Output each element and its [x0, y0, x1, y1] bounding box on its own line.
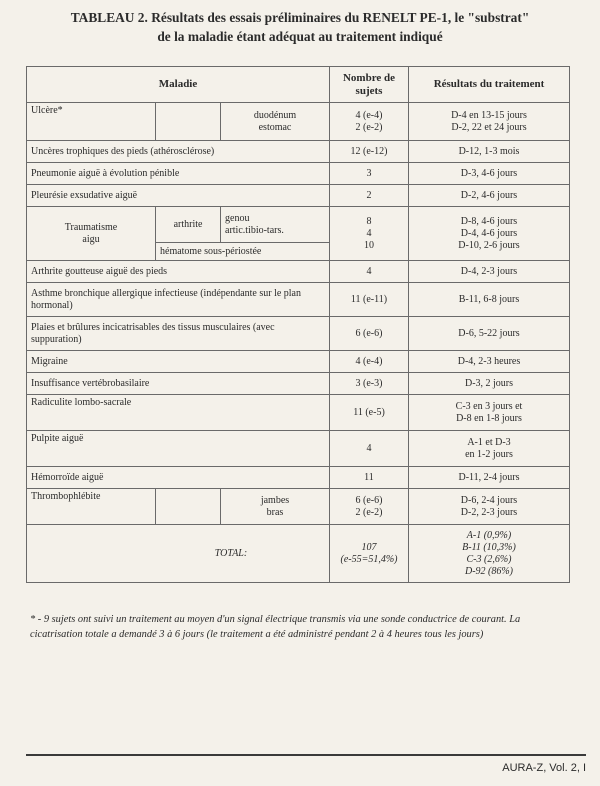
- result-value: D-2, 22 et 24 jours: [451, 121, 527, 133]
- row-count: 11 (e-5): [330, 395, 409, 431]
- row-label: Ulcère*: [27, 103, 156, 141]
- row-result: D-4, 2-3 heures: [409, 351, 570, 373]
- row-count: 6 (e-6): [330, 317, 409, 351]
- table-row: [27, 317, 570, 351]
- row-label: Plaies et brûlures incicatrisables des tissus musculaires (avec suppuration): [27, 317, 330, 351]
- total-row: [27, 525, 570, 583]
- footer-rule: [26, 754, 586, 756]
- count-value: 2 (e-2): [355, 121, 383, 133]
- empty-cell: [156, 489, 221, 525]
- row-label: Arthrite goutteuse aiguë des pieds: [27, 261, 330, 283]
- row-count: 11 (e-11): [330, 283, 409, 317]
- row-result: D-3, 4-6 jours: [409, 163, 570, 185]
- count-value: 8: [366, 215, 372, 227]
- table-row: [27, 373, 570, 395]
- row-sublabels: [221, 489, 330, 525]
- row-sublabels: [221, 103, 330, 141]
- row-result: [409, 395, 570, 431]
- row-label: Pulpite aiguë: [27, 431, 330, 467]
- row-label: [27, 207, 156, 261]
- result-value: A-1 (0,9%): [466, 529, 512, 541]
- result-value: D-2, 2-3 jours: [460, 506, 518, 518]
- sublabel-hematome: hématome sous-périostée: [156, 243, 330, 261]
- header-row: [27, 67, 570, 103]
- sublabel: jambes: [260, 494, 290, 506]
- table-row: [27, 141, 570, 163]
- sublabel: artic.tibio-tars.: [225, 224, 284, 236]
- table-row: [27, 351, 570, 373]
- row-label: Insuffisance vertébrobasilaire: [27, 373, 330, 395]
- sublabel-arthrite: arthrite: [156, 207, 221, 243]
- result-value: D-10, 2-6 jours: [458, 239, 520, 251]
- header-nombre: Nombre de sujets: [330, 67, 409, 103]
- title-line-2: de la maladie étant adéquat au traitement indiqué: [157, 29, 443, 44]
- row-count: 4: [330, 261, 409, 283]
- row-result: D-6, 5-22 jours: [409, 317, 570, 351]
- count-value: 4: [366, 227, 372, 239]
- header-maladie: Maladie: [27, 67, 330, 103]
- table-row: [27, 489, 570, 525]
- total-count: [330, 525, 409, 583]
- row-result: D-3, 2 jours: [409, 373, 570, 395]
- row-count: 11: [330, 467, 409, 489]
- row-label: Pleurésie exsudative aiguë: [27, 185, 330, 207]
- row-result: [409, 207, 570, 261]
- sublabel: bras: [266, 506, 284, 518]
- header-resultats: Résultats du traitement: [409, 67, 570, 103]
- count-value: 107: [361, 541, 377, 553]
- table-row: [27, 163, 570, 185]
- table-row: [27, 467, 570, 489]
- row-label: Radiculite lombo-sacrale: [27, 395, 330, 431]
- table-title: [0, 8, 600, 46]
- row-count: [330, 207, 409, 261]
- result-value: D-4 en 13-15 jours: [451, 109, 527, 121]
- count-value: 4 (e-4): [355, 109, 383, 121]
- empty-cell: [156, 103, 221, 141]
- result-value: D-4, 4-6 jours: [460, 227, 518, 239]
- count-value: 10: [364, 239, 374, 251]
- title-line-1: TABLEAU 2. Résultats des essais préliminaires du RENELT PE-1, le "substrat": [70, 10, 530, 25]
- count-value: 2 (e-2): [355, 506, 383, 518]
- result-value: B-11 (10,3%): [462, 541, 516, 553]
- table-row: [27, 261, 570, 283]
- sublabel: genou: [225, 212, 250, 224]
- result-value: A-1 et D-3: [467, 436, 511, 448]
- row-label: Migraine: [27, 351, 330, 373]
- table-row: [27, 185, 570, 207]
- sublabel: estomac: [258, 121, 292, 133]
- row-label: Hémorroïde aiguë: [27, 467, 330, 489]
- sublabel: duodénum: [253, 109, 297, 121]
- row-count: 4 (e-4): [330, 351, 409, 373]
- row-label: Asthme bronchique allergique infectieuse (indépendante sur le plan hormonal): [27, 283, 330, 317]
- table-row: [27, 431, 570, 467]
- table-row: [27, 207, 570, 243]
- row-result: D-11, 2-4 jours: [409, 467, 570, 489]
- row-count: 12 (e-12): [330, 141, 409, 163]
- row-result: B-11, 6-8 jours: [409, 283, 570, 317]
- row-count: [330, 103, 409, 141]
- page-reference: AURA-Z, Vol. 2, I: [502, 762, 586, 774]
- total-label: TOTAL:: [27, 525, 330, 583]
- footnote: * - 9 sujets ont suivi un traitement au moyen d'un signal électrique transmis via une sonde conductrice de courant. La cicatrisation totale a demandé 3 à 6 jours (le traitement a été administré pendant 2 à 4 heures tous les jours): [30, 614, 521, 640]
- row-count: 3 (e-3): [330, 373, 409, 395]
- result-value: D-8 en 1-8 jours: [456, 412, 522, 424]
- count-value: 6 (e-6): [355, 494, 383, 506]
- results-table: [26, 66, 570, 583]
- row-count: 4: [330, 431, 409, 467]
- row-label: Uncères trophiques des pieds (athérosclérose): [27, 141, 330, 163]
- row-count: [330, 489, 409, 525]
- table-row: [27, 103, 570, 141]
- row-result: D-2, 4-6 jours: [409, 185, 570, 207]
- row-result: D-12, 1-3 mois: [409, 141, 570, 163]
- result-value: C-3 en 3 jours et: [455, 400, 523, 412]
- table-row: [27, 283, 570, 317]
- row-result: [409, 431, 570, 467]
- result-value: C-3 (2,6%): [466, 553, 512, 565]
- table-row: [27, 395, 570, 431]
- row-count: 2: [330, 185, 409, 207]
- row-result: [409, 489, 570, 525]
- count-value: (e-55=51,4%): [340, 553, 398, 565]
- label-line: Traumatisme: [64, 221, 118, 233]
- label-line: aigu: [82, 233, 100, 245]
- row-label: Thrombophlébite: [27, 489, 156, 525]
- result-value: D-92 (86%): [464, 565, 514, 577]
- result-value: en 1-2 jours: [465, 448, 513, 460]
- result-value: D-8, 4-6 jours: [460, 215, 518, 227]
- row-sublabels: [221, 207, 330, 243]
- result-value: D-6, 2-4 jours: [460, 494, 518, 506]
- total-result: [409, 525, 570, 583]
- row-count: 3: [330, 163, 409, 185]
- row-result: D-4, 2-3 jours: [409, 261, 570, 283]
- row-label: Pneumonie aiguë à évolution pénible: [27, 163, 330, 185]
- row-result: [409, 103, 570, 141]
